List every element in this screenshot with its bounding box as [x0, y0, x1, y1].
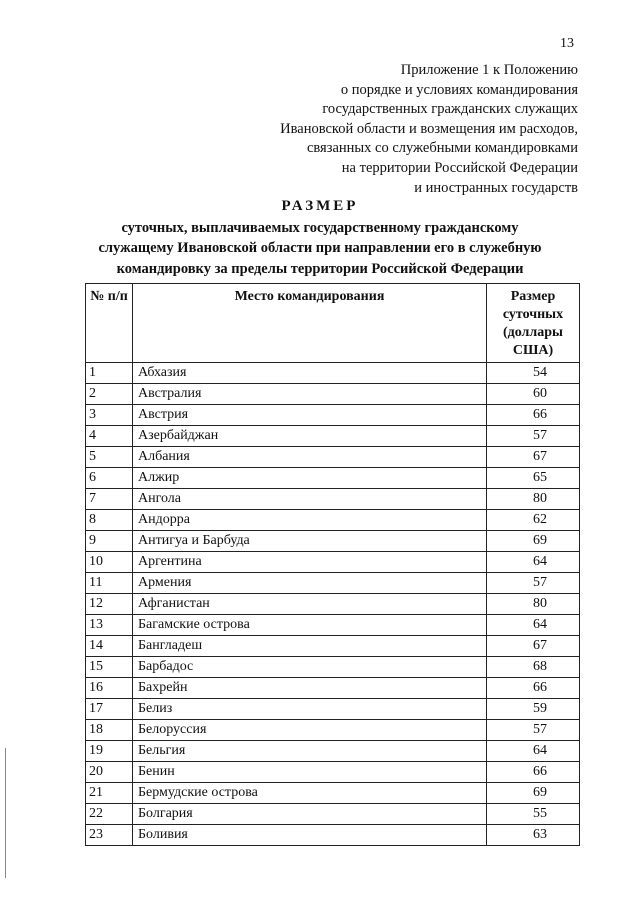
header-place: Место командирования: [133, 284, 487, 363]
row-number: 22: [86, 804, 133, 825]
row-amount: 67: [487, 447, 580, 468]
row-place: Барбадос: [133, 657, 487, 678]
row-amount: 66: [487, 678, 580, 699]
appendix-line: связанных со служебными командировками: [306, 140, 578, 157]
daily-allowance-table: [85, 283, 580, 846]
subtitle-line: служащему Ивановской области при направлении его в служебную: [98, 240, 542, 257]
table-row: [86, 510, 580, 531]
row-number: 3: [86, 405, 133, 426]
page-number: 13: [560, 36, 574, 51]
header-number: № п/п: [86, 284, 133, 363]
row-amount: 62: [487, 510, 580, 531]
table-row: [86, 489, 580, 510]
row-amount: 54: [487, 363, 580, 384]
header-amount: Размер суточных (доллары США): [487, 284, 580, 363]
row-amount: 64: [487, 552, 580, 573]
table-row: [86, 636, 580, 657]
row-number: 21: [86, 783, 133, 804]
row-amount: 57: [487, 720, 580, 741]
appendix-line: о порядке и условиях командирования: [340, 81, 578, 98]
row-number: 15: [86, 657, 133, 678]
row-place: Австралия: [133, 384, 487, 405]
row-place: Азербайджан: [133, 426, 487, 447]
row-number: 23: [86, 825, 133, 846]
row-place: Афганистан: [133, 594, 487, 615]
appendix-line: и иностранных государств: [414, 179, 578, 196]
row-number: 2: [86, 384, 133, 405]
table-row: [86, 783, 580, 804]
row-place: Болгария: [133, 804, 487, 825]
scan-margin-mark: [5, 748, 6, 878]
row-place: Бельгия: [133, 741, 487, 762]
row-amount: 67: [487, 636, 580, 657]
row-number: 18: [86, 720, 133, 741]
row-amount: 69: [487, 531, 580, 552]
row-place: Андорра: [133, 510, 487, 531]
table-row: [86, 615, 580, 636]
row-amount: 55: [487, 804, 580, 825]
row-place: Бахрейн: [133, 678, 487, 699]
table-row: [86, 594, 580, 615]
row-number: 12: [86, 594, 133, 615]
row-number: 4: [86, 426, 133, 447]
row-number: 16: [86, 678, 133, 699]
row-amount: 60: [487, 384, 580, 405]
row-place: Аргентина: [133, 552, 487, 573]
row-place: Бангладеш: [133, 636, 487, 657]
row-place: Багамские острова: [133, 615, 487, 636]
appendix-line: государственных гражданских служащих: [322, 101, 578, 118]
row-number: 20: [86, 762, 133, 783]
table-header-row: [86, 284, 580, 363]
row-amount: 66: [487, 762, 580, 783]
row-number: 13: [86, 615, 133, 636]
document-subtitle: [0, 218, 640, 279]
table-row: [86, 573, 580, 594]
table-row: [86, 741, 580, 762]
subtitle-line: суточных, выплачиваемых государственному гражданскому: [121, 220, 519, 236]
row-place: Боливия: [133, 825, 487, 846]
subtitle-line: командировку за пределы территории Российской Федерации: [116, 260, 524, 277]
table-row: [86, 405, 580, 426]
row-number: 8: [86, 510, 133, 531]
table-row: [86, 426, 580, 447]
table-row: [86, 552, 580, 573]
row-place: Бенин: [133, 762, 487, 783]
table-row: [86, 657, 580, 678]
row-place: Антигуа и Барбуда: [133, 531, 487, 552]
table-row: [86, 384, 580, 405]
row-amount: 59: [487, 699, 580, 720]
table-row: [86, 720, 580, 741]
table-row: [86, 531, 580, 552]
row-amount: 63: [487, 825, 580, 846]
row-place: Армения: [133, 573, 487, 594]
row-number: 7: [86, 489, 133, 510]
appendix-line: Ивановской области и возмещения им расходов,: [280, 120, 578, 137]
row-number: 10: [86, 552, 133, 573]
table-row: [86, 762, 580, 783]
row-amount: 80: [487, 489, 580, 510]
row-amount: 80: [487, 594, 580, 615]
appendix-reference: [158, 61, 578, 198]
table-row: [86, 447, 580, 468]
appendix-line: Приложение 1 к Положению: [400, 62, 578, 78]
row-number: 19: [86, 741, 133, 762]
row-number: 5: [86, 447, 133, 468]
table-row: [86, 825, 580, 846]
row-number: 17: [86, 699, 133, 720]
row-amount: 65: [487, 468, 580, 489]
row-place: Албания: [133, 447, 487, 468]
row-number: 6: [86, 468, 133, 489]
row-place: Ангола: [133, 489, 487, 510]
row-place: Алжир: [133, 468, 487, 489]
row-place: Австрия: [133, 405, 487, 426]
row-amount: 69: [487, 783, 580, 804]
table-row: [86, 804, 580, 825]
row-number: 11: [86, 573, 133, 594]
table-row: [86, 468, 580, 489]
row-number: 9: [86, 531, 133, 552]
appendix-line: на территории Российской Федерации: [341, 159, 578, 176]
table-row: [86, 363, 580, 384]
row-amount: 68: [487, 657, 580, 678]
row-place: Абхазия: [133, 363, 487, 384]
row-place: Бермудские острова: [133, 783, 487, 804]
row-amount: 66: [487, 405, 580, 426]
row-amount: 57: [487, 426, 580, 447]
row-number: 14: [86, 636, 133, 657]
table-row: [86, 699, 580, 720]
table-row: [86, 678, 580, 699]
row-amount: 64: [487, 741, 580, 762]
row-number: 1: [86, 363, 133, 384]
row-place: Белиз: [133, 699, 487, 720]
row-amount: 57: [487, 573, 580, 594]
row-place: Белоруссия: [133, 720, 487, 741]
row-amount: 64: [487, 615, 580, 636]
document-title: РАЗМЕР: [281, 198, 359, 214]
